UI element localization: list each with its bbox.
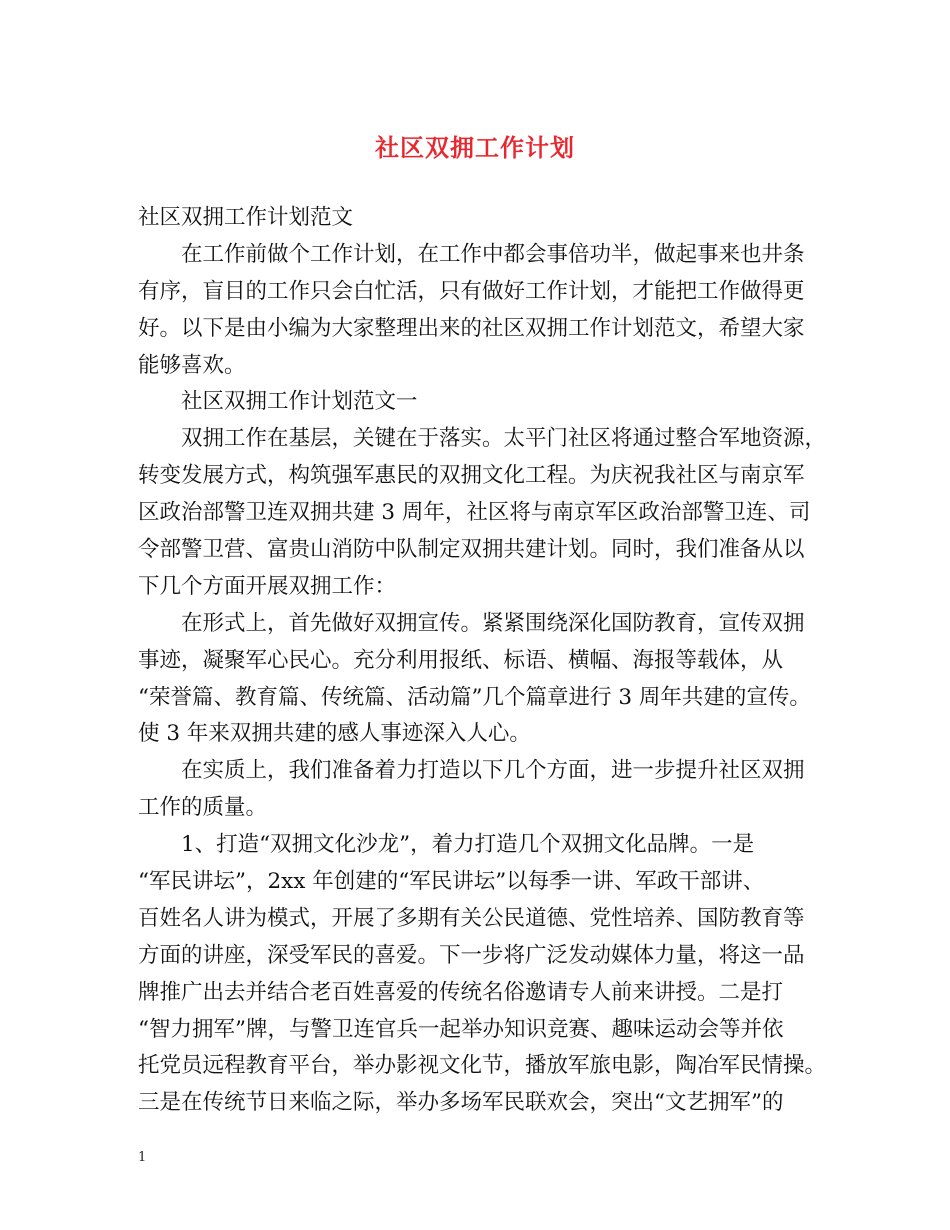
text-line: 社区双拥工作计划范文一 <box>181 389 418 415</box>
text-line: 在形式上，首先做好双拥宣传。紧紧围绕深化国防教育，宣传双拥 <box>181 610 805 636</box>
text-line: 好。以下是由小编为大家整理出来的社区双拥工作计划范文，希望大家 <box>138 315 805 341</box>
text-line: 能够喜欢。 <box>138 352 246 378</box>
text-line: 三是在传统节日来临之际，举办多场军民联欢会，突出“文艺拥军”的 <box>138 1090 784 1116</box>
text-line: 百姓名人讲为模式，开展了多期有关公民道德、党性培养、国防教育等 <box>138 905 805 931</box>
text-line: 有序，盲目的工作只会白忙活，只有做好工作计划，才能把工作做得更 <box>138 278 805 304</box>
text-line: 转变发展方式，构筑强军惠民的双拥文化工程。为庆祝我社区与南京军 <box>138 463 805 489</box>
text-line: 双拥工作在基层，关键在于落实。太平门社区将通过整合军地资源， <box>181 426 827 452</box>
text-line: “荣誉篇、教育篇、传统篇、活动篇”几个篇章进行 3 周年共建的宣传。 <box>138 684 811 710</box>
page-number: 1 <box>138 1150 147 1165</box>
document-body <box>138 200 827 1122</box>
text-line: 牌推广出去并结合老百姓喜爱的传统名俗邀请专人前来讲授。二是打 <box>138 979 784 1005</box>
text-line: 在工作前做个工作计划，在工作中都会事倍功半，做起事来也井条 <box>181 241 805 267</box>
text-line: 区政治部警卫连双拥共建 3 周年，社区将与南京军区政治部警卫连、司 <box>138 500 811 526</box>
text-line: 托党员远程教育平台，举办影视文化节，播放军旅电影，陶冶军民情操。 <box>138 1053 827 1079</box>
text-line: 方面的讲座，深受军民的喜爱。下一步将广泛发动媒体力量，将这一品 <box>138 942 805 968</box>
text-line: “智力拥军”牌，与警卫连官兵一起举办知识竞赛、趣味运动会等并依 <box>138 1016 784 1042</box>
text-line: 令部警卫营、富贵山消防中队制定双拥共建计划。同时，我们准备从以 <box>138 537 805 563</box>
text-line: 1、打造“双拥文化沙龙”，着力打造几个双拥文化品牌。一是 <box>181 832 755 858</box>
document-title: 社区双拥工作计划 <box>375 133 575 162</box>
text-line: 在实质上，我们准备着力打造以下几个方面，进一步提升社区双拥 <box>181 758 805 784</box>
text-line: 工作的质量。 <box>138 795 268 821</box>
text-line: 使 3 年来双拥共建的感人事迹深入人心。 <box>138 721 531 747</box>
text-line: “军民讲坛”，2xx 年创建的“军民讲坛”以每季一讲、军政干部讲、 <box>138 869 765 895</box>
text-line: 下几个方面开展双拥工作： <box>138 573 397 599</box>
text-line: 社区双拥工作计划范文 <box>138 205 354 230</box>
text-line: 事迹，凝聚军心民心。充分利用报纸、标语、横幅、海报等载体，从 <box>138 647 784 673</box>
